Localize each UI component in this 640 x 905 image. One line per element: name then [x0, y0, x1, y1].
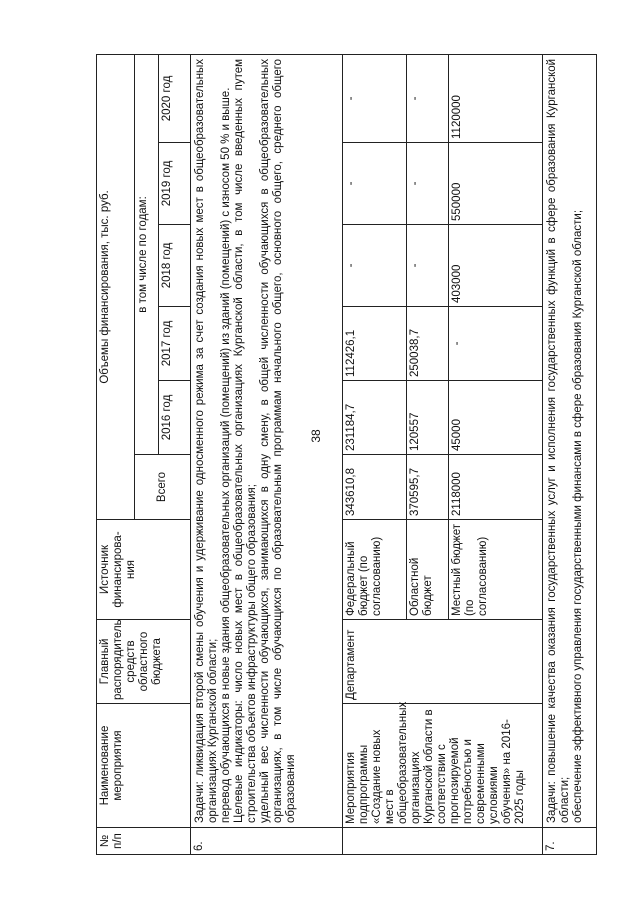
federal-total: 343610,8	[343, 455, 407, 520]
local-total: 2118000	[449, 455, 543, 520]
regional-2016: 120557	[407, 381, 449, 455]
header-total: Всего	[135, 455, 191, 520]
local-2018: 403000	[449, 225, 543, 307]
source-federal: Федеральный бюджет (по согласованию)	[343, 520, 407, 620]
activity-name: Мероприятия подпрограммы «Создание новых мест в общеобразовательных организациях Курганской области в соответствии с прогнозируемой потребностью и современными условиями обучения» на 2016-2025 годы	[343, 704, 543, 828]
local-2016: 45000	[449, 381, 543, 455]
regional-2017: 250038,7	[407, 307, 449, 381]
header-num: № п/п	[97, 828, 191, 855]
regional-2018: -	[407, 225, 449, 307]
section-7-tasks: Задачи: повышение качества оказания государственных услуг и исполнения государственных функций в сфере образования Курганской области;	[546, 58, 571, 823]
regional-2020: -	[407, 54, 449, 142]
header-by-years: в том числе по годам:	[135, 54, 159, 454]
federal-2018: -	[343, 225, 407, 307]
section-6-indicators-2: удельный вес численности обучающихся, занимающихся в одну смену, в общей численности обучающихся в общеобразовательных организациях, в том числе обучающихся по образовательным программам начального общего, основного общего, среднего общего образования	[259, 58, 297, 823]
source-regional: Областной бюджет	[407, 520, 449, 620]
federal-2019: -	[343, 143, 407, 225]
header-source: Источник финансирова-ния	[97, 520, 191, 620]
financing-table	[96, 54, 597, 855]
section-7-num: 7.	[543, 828, 597, 855]
header-distributor: Главный распорядитель средств областного бюджета	[97, 620, 191, 704]
local-2020: 1120000	[449, 54, 543, 142]
rotated-page	[96, 55, 624, 855]
header-activity-name: Наименование мероприятия	[97, 704, 191, 828]
local-2017: -	[449, 307, 543, 381]
section-6-tasks: Задачи: ликвидация второй смены обучения и удерживание односменного режима за счет создания новых мест в общеобразовательных организациях Курганской области;	[194, 58, 219, 823]
distributor: Департамент	[343, 620, 543, 704]
regional-total: 370595,7	[407, 455, 449, 520]
header-year-2016: 2016 год	[159, 381, 191, 455]
section-6-num: 6.	[191, 828, 343, 855]
header-year-2018: 2018 год	[159, 225, 191, 307]
page-number: 38	[309, 429, 323, 443]
regional-2019: -	[407, 143, 449, 225]
federal-2016: 231184,7	[343, 381, 407, 455]
section-7-tasks-2: обеспечение эффективного управления государственными финансами в сфере образования Курганской области;	[572, 209, 584, 823]
section-6-tasks-2: перевод обучающихся в новые здания общеобразовательных организаций (помещений) из зданий (помещений) с износом 50 % и выше.	[220, 87, 232, 823]
section-6-indicators: Целевые индикаторы: число новых мест в общеобразовательных организациях Курганской области, в том числе введенных путем строительства объектов инфраструктуры общего образования;	[233, 58, 258, 823]
section-6-description	[191, 54, 343, 827]
federal-2020: -	[343, 54, 407, 142]
source-local: Местный бюджет (по согласованию)	[449, 520, 543, 620]
header-year-2020: 2020 год	[159, 54, 191, 142]
federal-2017: 112426,1	[343, 307, 407, 381]
section-7-description	[543, 54, 597, 827]
header-year-2017: 2017 год	[159, 307, 191, 381]
local-2019: 550000	[449, 143, 543, 225]
header-year-2019: 2019 год	[159, 143, 191, 225]
header-volume: Объемы финансирования, тыс. руб.	[97, 54, 135, 519]
